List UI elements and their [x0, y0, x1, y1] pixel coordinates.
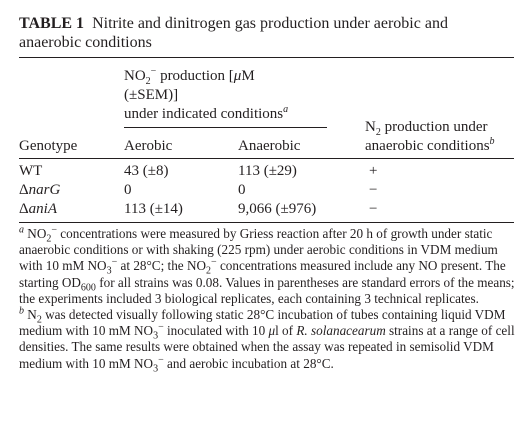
top-rule: [19, 57, 514, 58]
n2-cell: −: [369, 182, 378, 198]
table-label: TABLE 1: [19, 15, 85, 32]
table-title: [19, 14, 514, 52]
n2-conditions-header: anaerobic conditions$^b$: [365, 136, 495, 154]
genotype-column-header: Genotype: [19, 138, 78, 154]
genotype-cell: ΔnarG: [19, 182, 61, 198]
table-title-text: Nitrite and dinitrogen gas production under aerobic and anaerobic conditions: [19, 15, 448, 51]
spanning-header-rule: [124, 127, 327, 128]
n2-cell: +: [369, 163, 378, 179]
n2-cell: −: [369, 201, 378, 217]
aerobic-column-header: Aerobic: [124, 138, 173, 154]
no2-production-header: $NO_2^-$ production [μM: [124, 66, 255, 87]
anaerobic-cell: 9,066 (±976): [238, 201, 317, 217]
footnote-a: $^a$ $NO_2^-$ concentrations were measured by Griess reaction after 20 h of growth under static anaerobic conditions or with shaking (225 rpm) under aerobic conditions in VDM medium with 10 mM $NO_3^-$ at 28°C; the $NO_2^-$ concentrations measured include any NO present. The starting $OD_{600}$ for all strains was 0.08. Values in parentheses are standard errors of the means; the experiments included 3 biological replicates, each containing 3 technical replicates.: [19, 224, 515, 306]
genotype-cell: ΔaniA: [19, 201, 57, 217]
aerobic-cell: 0: [124, 182, 132, 198]
genotype-cell: WT: [19, 163, 43, 179]
sem-header: (±SEM)]: [124, 87, 179, 103]
footnote-b: $^b$ $N_2$ was detected visually following static 28°C incubation of tubes containing liquid VDM medium with 10 mM $NO_3^-$ inoculated with 10 μl of R. solanacearum strains at a range of cell densities. The same results were obtained when the assay was repeated in semisolid VDM medium with 10 mM $NO_3^-$ and aerobic incubation at 28°C.: [19, 305, 515, 375]
n2-production-header: $N_2$ production under: [365, 119, 488, 138]
anaerobic-cell: 113 (±29): [238, 163, 297, 179]
anaerobic-column-header: Anaerobic: [238, 138, 301, 154]
aerobic-cell: 113 (±14): [124, 201, 183, 217]
bottom-rule: [19, 222, 514, 223]
conditions-header: under indicated conditions$^a$: [124, 104, 289, 122]
aerobic-cell: 43 (±8): [124, 163, 169, 179]
header-rule: [19, 158, 514, 159]
table-footnotes: [19, 224, 518, 375]
anaerobic-cell: 0: [238, 182, 246, 198]
